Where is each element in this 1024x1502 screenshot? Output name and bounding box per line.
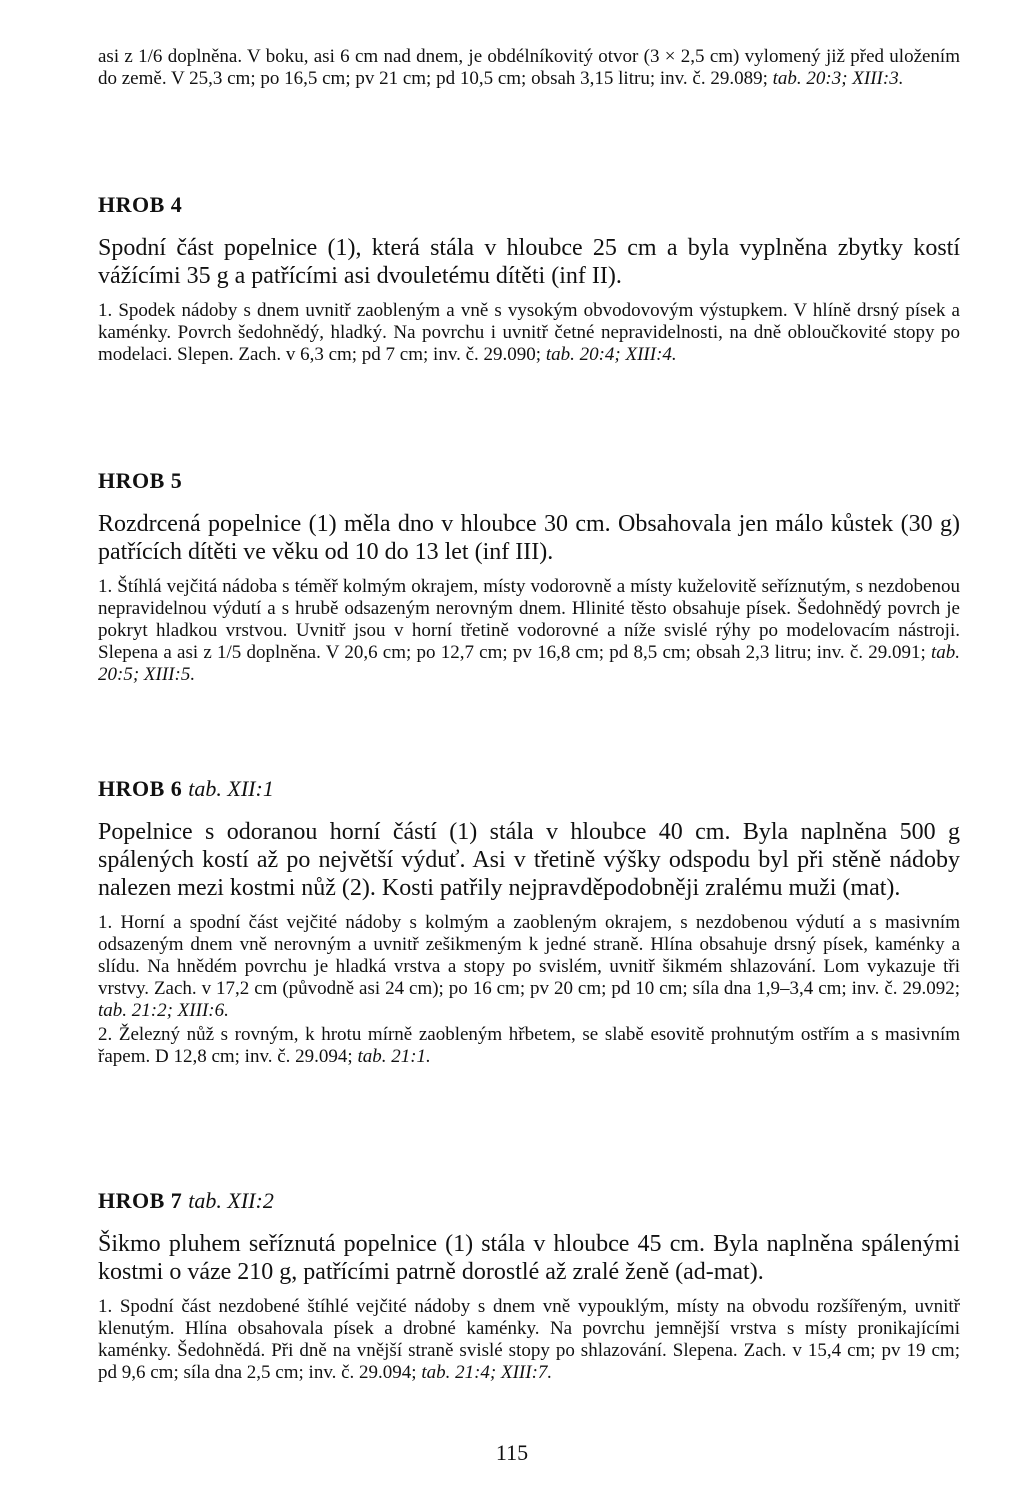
grave-item-text: 1. Horní a spodní část vejčité nádoby s kolmým a zaobleným okrajem, s nezdobenou výdutí a s masivním odsazeným dnem vně nerovným a uvnitř zešikmeným k jedné straně. Hlína obsahuje drsný písek, kaménky a slídu. Na hnědém povrchu je hladká vrstva a stopy po svislém, uvnitř šikmém shlazování. Lom vykazuje tři vrstvy. Zach. v 17,2 cm (původně asi 24 cm); po 16 cm; pv 20 cm; pd 10 cm; síla dna 1,9–3,4 cm; inv. č. 29.092; — [98, 912, 960, 999]
grave-heading — [98, 468, 960, 494]
fragment-paragraph — [98, 46, 960, 90]
grave-item-text: 1. Štíhlá vejčitá nádoba s téměř kolmým okrajem, místy vodorovně a místy kuželovitě seříznutým, s nezdobenou nepravidelnou výdutí a s hrubě odsazeným nerovným dnem. Hlinité těsto obsahuje písek. Šedohnědý povrch je pokryt hladkou vrstvou. Uvnitř jsou v horní třetině vodorovné a níže svislé rýhy po modelovacím nástroji. Slepena a asi z 1/5 doplněna. V 20,6 cm; po 12,7 cm; pv 16,8 cm; pd 8,5 cm; obsah 2,3 litru; inv. č. 29.091; — [98, 576, 960, 663]
grave-item — [98, 300, 960, 366]
grave-heading — [98, 776, 960, 802]
grave-item-text: 1. Spodek nádoby s dnem uvnitř zaobleným a vně s vysokým obvodovovým výstupkem. V hlíně drsný písek a kaménky. Povrch šedohnědý, hladký. Na povrchu i uvnitř četné nepravidelnosti, na dně obloučkovité stopy po modelaci. Slepen. Zach. v 6,3 cm; pd 7 cm; inv. č. 29.090; — [98, 300, 960, 365]
grave-section-6 — [98, 776, 960, 1068]
grave-item-refs: tab. 20:5; XIII:5. — [98, 642, 960, 685]
grave-item-refs: tab. 20:4; XIII:4. — [545, 344, 677, 365]
fragment-text: asi z 1/6 doplněna. V boku, asi 6 cm nad dnem, je obdélníkovitý otvor (3 × 2,5 cm) vylomený již před uložením do země. V 25,3 cm; po 16,5 cm; pv 21 cm; pd 10,5 cm; obsah 3,15 litru; inv. č. 29.089; — [98, 46, 960, 89]
grave-item-text: 1. Spodní část nezdobené štíhlé vejčité nádoby s dnem vně vypouklým, místy na obvodu rozšířeným, uvnitř klenutým. Hlína obsahovala písek a drobné kaménky. Na povrchu jemnější vrstva s místy pronikajícími kaménky. Šedohnědá. Při dně na vnější straně svislé stopy po shlazování. Slepena. Zach. v 15,4 cm; pv 19 cm; pd 9,6 cm; síla dna 2,5 cm; inv. č. 29.094; — [98, 1296, 960, 1383]
grave-heading-text: HROB 5 — [98, 468, 183, 493]
grave-heading-text: HROB 4 — [98, 192, 183, 217]
grave-intro: Popelnice s odoranou horní částí (1) stála v hloubce 40 cm. Byla naplněna 500 g spálených kostí až po největší výduť. Asi v třetině výšky odspodu byl při stěně nádoby nalezen mezi kostmi nůž (2). Kosti patřily nejpravděpodobněji zralému muži (mat). — [98, 819, 960, 901]
grave-item — [98, 1296, 960, 1384]
grave-heading-text: HROB 6 — [98, 776, 183, 801]
grave-section-4 — [98, 192, 960, 366]
grave-item-text: 2. Železný nůž s rovným, k hrotu mírně zaobleným hřbetem, se slabě esovitě prohnutým ostřím a s masivním řapem. D 12,8 cm; inv. č. 29.094; — [98, 1024, 960, 1067]
grave-intro: Rozdrcená popelnice (1) měla dno v hloubce 30 cm. Obsahovala jen málo kůstek (30 g) patřících dítěti ve věku od 10 do 13 let (inf III). — [98, 511, 960, 565]
page-number: 115 — [495, 1440, 529, 1465]
grave-tab-ref: tab. XII:2 — [188, 1188, 274, 1213]
grave-heading-text: HROB 7 — [98, 1188, 183, 1213]
grave-intro: Šikmo pluhem seříznutá popelnice (1) stála v hloubce 45 cm. Byla naplněna spálenými kostmi o váze 210 g, patřícími patrně dorostlé až zralé ženě (ad-mat). — [98, 1231, 960, 1285]
grave-item-refs: tab. 21:2; XIII:6. — [98, 1000, 229, 1021]
grave-item-refs: tab. 21:1. — [357, 1046, 431, 1067]
grave-section-7 — [98, 1188, 960, 1384]
grave-intro: Spodní část popelnice (1), která stála v hloubce 25 cm a byla vyplněna zbytky kostí vážícími 35 g a patřícími asi dvouletému dítěti (inf II). — [98, 235, 960, 289]
grave-item-refs: tab. 21:4; XIII:7. — [421, 1362, 553, 1383]
top-fragment — [98, 46, 960, 90]
grave-item — [98, 912, 960, 1022]
grave-heading — [98, 192, 960, 218]
grave-item — [98, 1024, 960, 1068]
grave-heading — [98, 1188, 960, 1214]
grave-item — [98, 576, 960, 686]
grave-section-5 — [98, 468, 960, 686]
fragment-refs: tab. 20:3; XIII:3. — [772, 68, 904, 89]
grave-tab-ref: tab. XII:1 — [188, 776, 274, 801]
